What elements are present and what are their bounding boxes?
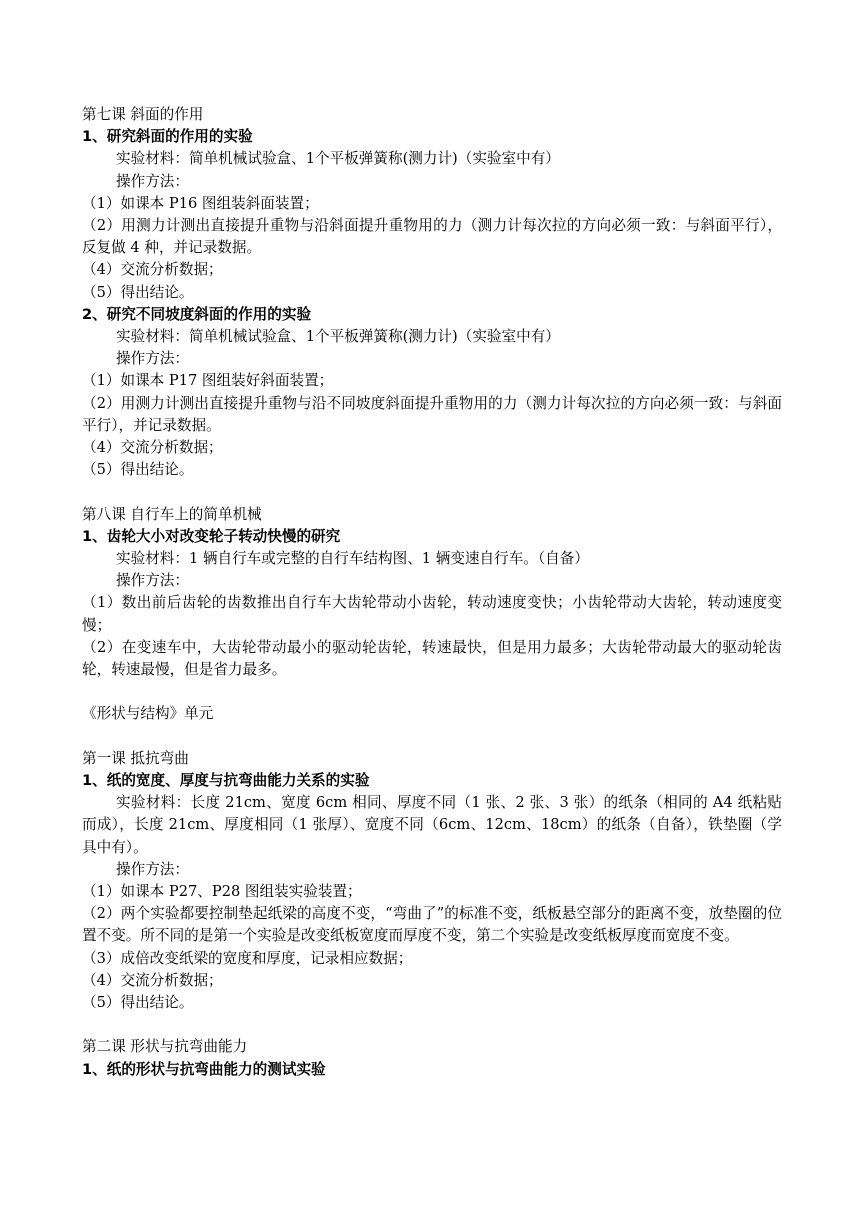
step-item: （2）两个实验都要控制垫起纸梁的高度不变，“弯曲了”的标准不变，纸板悬空部分的距离不变，放垫圈的位置不变。所不同的是第一个实验是改变纸板宽度而厚度不变，第二个实验是改变纸板厚度而宽度不变。 [82,905,782,945]
materials-text: 实验材料：简单机械试验盒、1个平板弹簧称(测力计)（实验室中有） [116,150,560,168]
method-label: 操作方法： [116,860,189,878]
experiment-heading: 1、齿轮大小对改变轮子转动快慢的研究 [82,527,341,545]
lesson-title: 第八课 自行车上的简单机械 [82,505,262,523]
lesson-title: 第七课 斜面的作用 [82,106,204,123]
step-item: （2）用测力计测出直接提升重物与沿斜面提升重物用的力（测力计每次拉的方向必须一致：与斜面平行），反复做 4 种，并记录数据。 [82,217,782,257]
step-item: （3）成倍改变纸梁的宽度和厚度，记录相应数据； [82,949,413,967]
experiment-heading: 1、纸的形状与抗弯曲能力的测试实验 [82,1060,326,1078]
materials-text: 实验材料：1 辆自行车或完整的自行车结构图、1 辆变速自行车。（自备） [116,550,589,568]
step-item: （4）交流分析数据； [82,971,223,989]
step-item: （2）用测力计测出直接提升重物与沿不同坡度斜面提升重物用的力（测力计每次拉的方向必须一致：与斜面平行），并记录数据。 [82,394,782,434]
step-item: （4）交流分析数据； [82,261,223,279]
method-label: 操作方法： [116,572,189,590]
method-label: 操作方法： [116,350,189,368]
experiment-heading: 2、研究不同坡度斜面的作用的实验 [82,305,312,323]
materials-text: 实验材料：简单机械试验盒、1个平板弹簧称(测力计)（实验室中有） [116,328,560,346]
lesson-title: 第一课 抵抗弯曲 [82,749,189,767]
paragraph-gap [82,726,782,748]
step-item: （1）数出前后齿轮的齿数推出自行车大齿轮带动小齿轮，转动速度变快；小齿轮带动大齿轮，转动速度变慢； [82,594,782,634]
unit-title: 《形状与结构》单元 [82,705,214,723]
step-item: （1）如课本 P27、P28 图组装实验装置； [82,883,362,901]
step-item: （5）得出结论。 [82,994,194,1012]
materials-text: 实验材料：长度 21cm、宽度 6cm 相同、厚度不同（1 张、2 张、3 张）的纸条（相同的 A4 纸粘贴而成），长度 21cm、厚度相同（1 张厚）、宽度不同（6cm、12cm、18cm）的纸条（自备），铁垫圈（学具中有）。 [82,794,782,856]
step-item: （5）得出结论。 [82,461,194,479]
paragraph-gap [82,481,782,503]
document-page [82,104,782,1081]
experiment-heading: 1、纸的宽度、厚度与抗弯曲能力关系的实验 [82,772,370,790]
step-item: （5）得出结论。 [82,283,194,301]
step-item: （2）在变速车中，大齿轮带动最小的驱动轮齿轮，转速最快，但是用力最多；大齿轮带动最大的驱动轮齿轮，转速最慢，但是省力最多。 [82,638,782,679]
lesson-title: 第二课 形状与抗弯曲能力 [82,1038,248,1056]
method-label: 操作方法： [116,172,189,190]
step-item: （1）如课本 P16 图组装斜面装置； [82,194,319,212]
experiment-heading: 1、研究斜面的作用的实验 [82,128,253,146]
paragraph-gap [82,681,782,703]
step-item: （4）交流分析数据； [82,439,223,457]
step-item: （1）如课本 P17 图组装好斜面装置； [82,372,334,390]
paragraph-gap [82,1014,782,1036]
